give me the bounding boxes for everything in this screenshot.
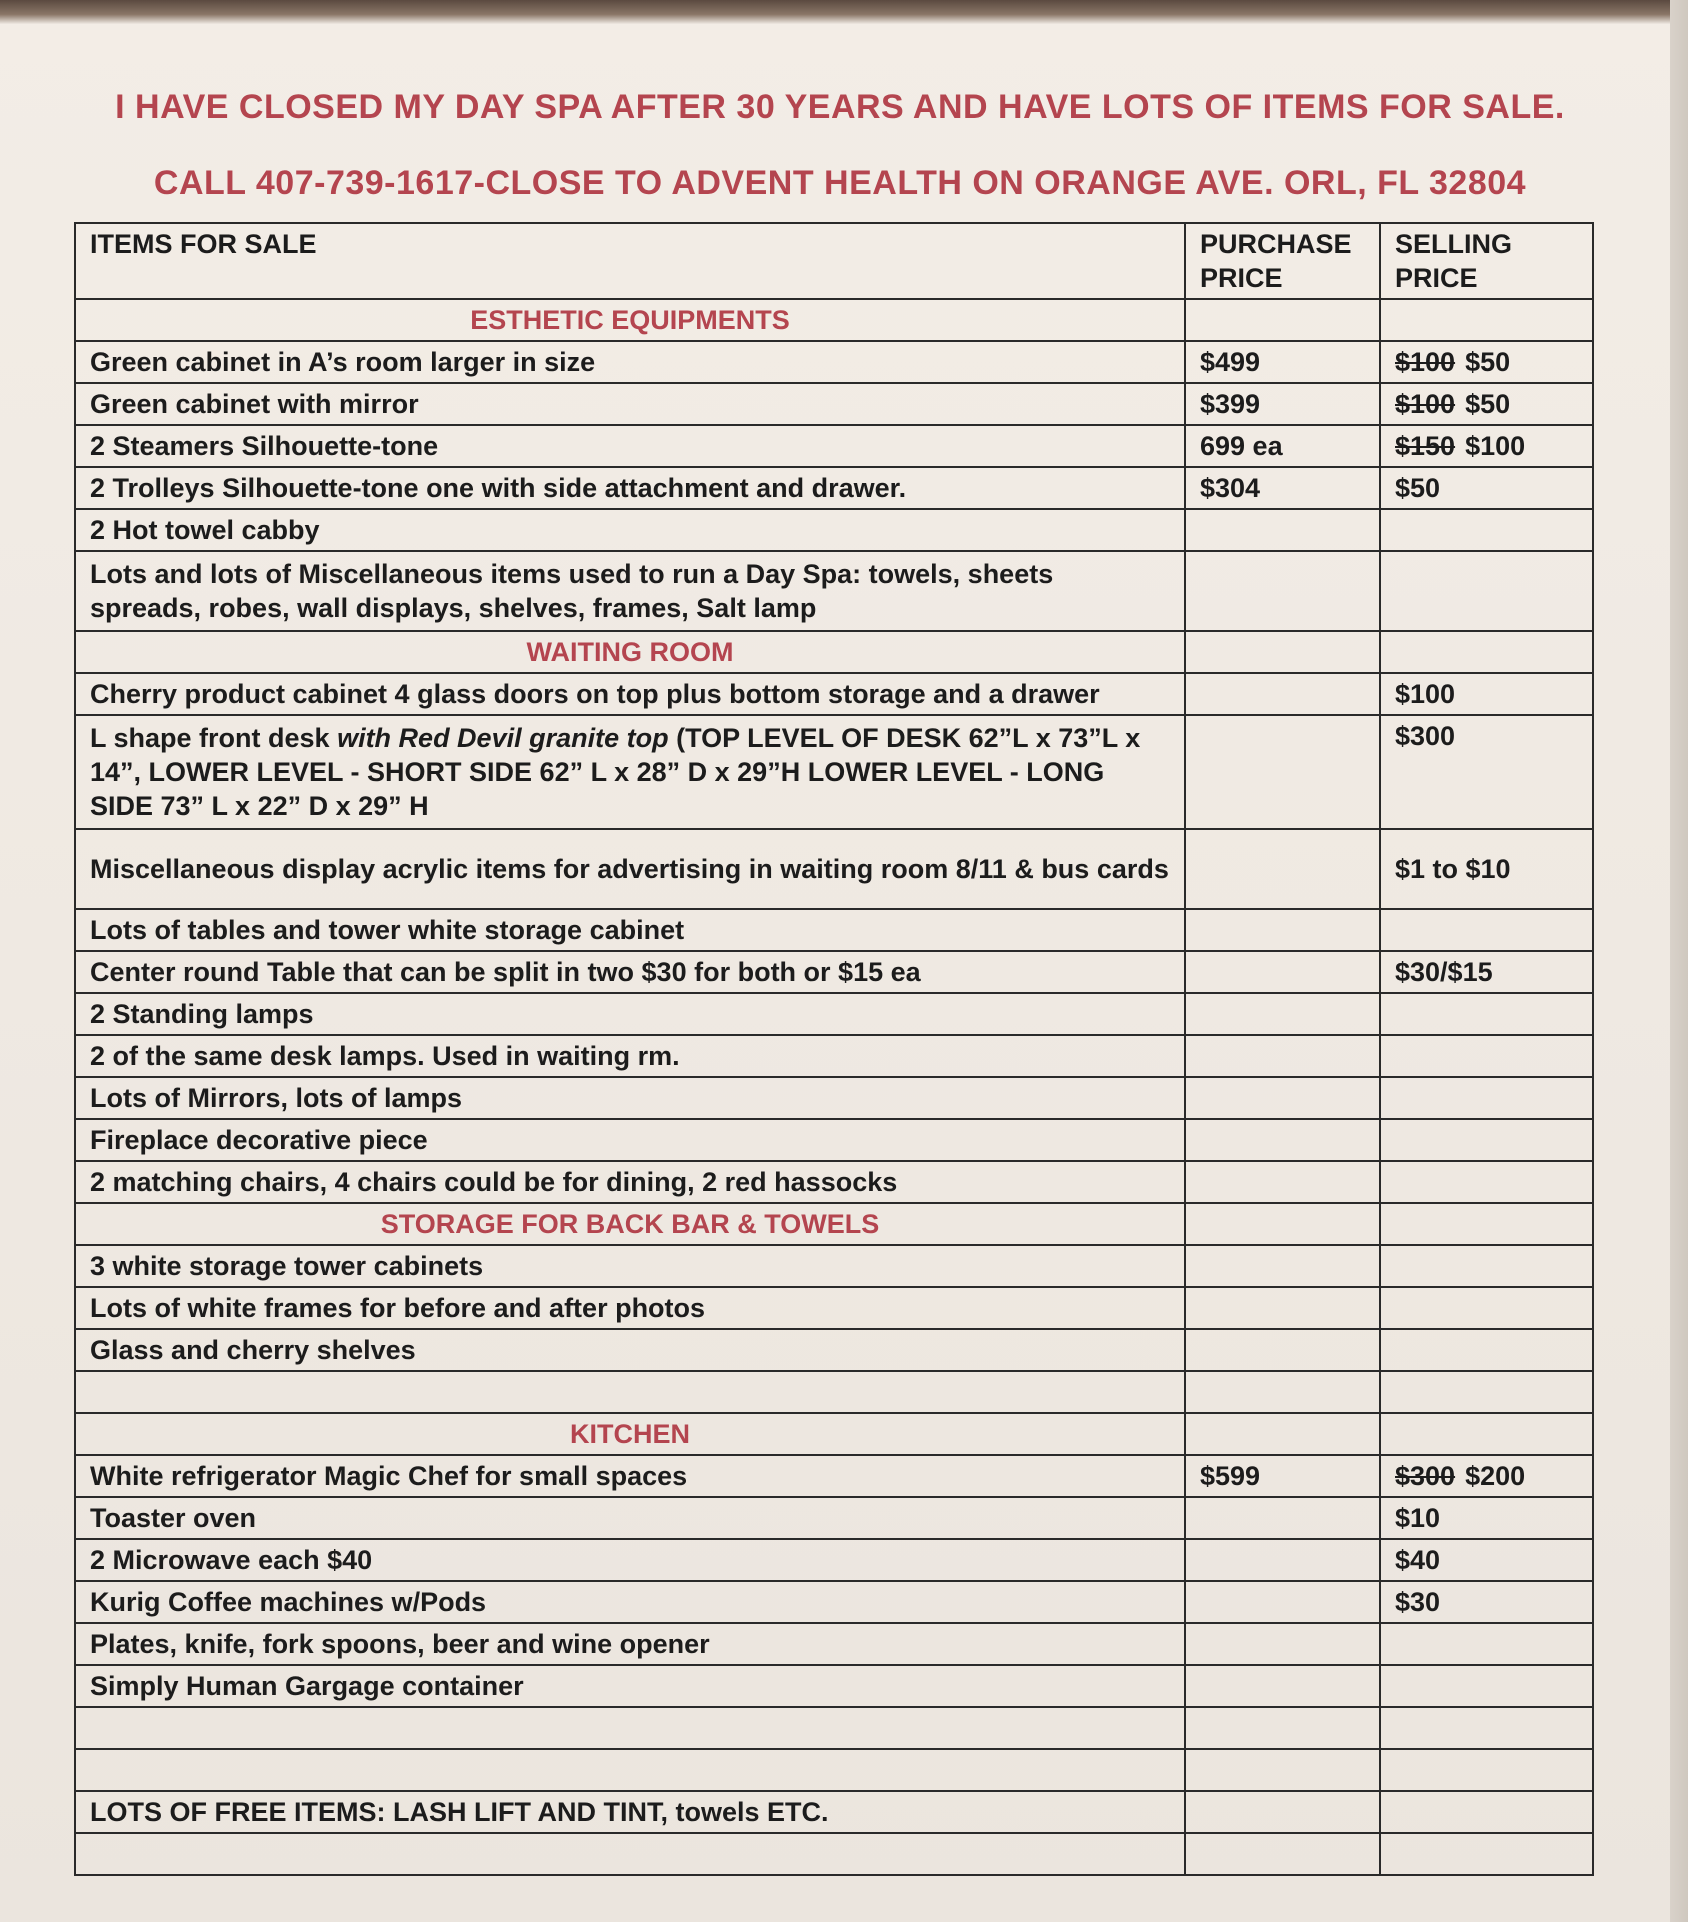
table-row: [75, 1245, 1593, 1287]
item-cell: 2 of the same desk lamps. Used in waiting rm.: [75, 1035, 1185, 1077]
old-price: $100: [1395, 347, 1456, 377]
purchase-price-header: PURCHASE PRICE: [1185, 223, 1380, 299]
old-price: $100: [1395, 389, 1456, 419]
price-cell: $100: [1380, 673, 1593, 715]
price-cell: [1380, 1455, 1593, 1497]
item-cell: 2 Steamers Silhouette-tone: [75, 425, 1185, 467]
item-cell: Cherry product cabinet 4 glass doors on top plus bottom storage and a drawer: [75, 673, 1185, 715]
item-cell: 2 Trolleys Silhouette-tone one with side attachment and drawer.: [75, 467, 1185, 509]
items-for-sale-table: [74, 222, 1594, 1876]
table-row: [75, 1455, 1593, 1497]
old-price: $300: [1395, 1461, 1456, 1491]
item-cell: Miscellaneous display acrylic items for advertising in waiting room 8/11 & bus cards: [75, 829, 1185, 909]
table-title-cell: [75, 223, 1185, 299]
item-cell: 2 Hot towel cabby: [75, 509, 1185, 551]
price-cell: $30: [1380, 1581, 1593, 1623]
item-cell: White refrigerator Magic Chef for small spaces: [75, 1455, 1185, 1497]
table-row: [75, 1707, 1593, 1749]
item-cell: Plates, knife, fork spoons, beer and wine opener: [75, 1623, 1185, 1665]
purchase-cell: $599: [1185, 1455, 1380, 1497]
price-cell: [1380, 383, 1593, 425]
table-row: [75, 909, 1593, 951]
price-cell: [1380, 551, 1593, 631]
new-price: $50: [1465, 389, 1511, 419]
table-row: [75, 1161, 1593, 1203]
table-title: ITEMS FOR SALE: [90, 229, 317, 259]
announcement-headline: I HAVE CLOSED MY DAY SPA AFTER 30 YEARS AND HAVE LOTS OF ITEMS FOR SALE.: [115, 88, 1565, 126]
purchase-cell: $304: [1185, 467, 1380, 509]
table-row: [75, 715, 1593, 829]
item-cell: Kurig Coffee machines w/Pods: [75, 1581, 1185, 1623]
desk-description: L shape front desk: [90, 723, 338, 753]
price-cell: $300: [1380, 715, 1593, 829]
free-items-cell: LOTS OF FREE ITEMS: LASH LIFT AND TINT, towels ETC.: [75, 1791, 1185, 1833]
purchase-cell: [1185, 715, 1380, 829]
item-cell: 3 white storage tower cabinets: [75, 1245, 1185, 1287]
table-row: [75, 467, 1593, 509]
purchase-cell: [1185, 509, 1380, 551]
table-row: [75, 551, 1593, 631]
price-cell: [1380, 425, 1593, 467]
item-cell: 2 Standing lamps: [75, 993, 1185, 1035]
desk-granite-note: with Red Devil granite top: [337, 723, 669, 753]
item-cell: Toaster oven: [75, 1497, 1185, 1539]
table-row: [75, 383, 1593, 425]
table-row: [75, 673, 1593, 715]
item-cell: Fireplace decorative piece: [75, 1119, 1185, 1161]
purchase-cell: [1185, 551, 1380, 631]
purchase-cell: [1185, 673, 1380, 715]
table-row: [75, 1665, 1593, 1707]
price-cell: [1380, 509, 1593, 551]
price-cell: $50: [1380, 467, 1593, 509]
section-kitchen-title: KITCHEN: [75, 1413, 1185, 1455]
background-edge: [0, 0, 1688, 24]
price-cell: $40: [1380, 1539, 1593, 1581]
table-row: [75, 425, 1593, 467]
table-row: [75, 1833, 1593, 1875]
desk-dimensions: (TOP LEVEL OF DESK 62”L x 73”L x 14”, LOWER LEVEL - SHORT SIDE 62” L x 28” D x 29”H LOWER LEVEL - LONG SIDE 73” L x 22” D x 29” H: [90, 723, 1141, 821]
section-row: [75, 1203, 1593, 1245]
item-cell: Green cabinet with mirror: [75, 383, 1185, 425]
new-price: $50: [1465, 347, 1511, 377]
paper-edge: [1670, 0, 1688, 1922]
table-row: [75, 1371, 1593, 1413]
table-row: [75, 1035, 1593, 1077]
table-row: [75, 509, 1593, 551]
purchase-cell: [1185, 951, 1380, 993]
purchase-cell: $399: [1185, 383, 1380, 425]
new-price: $100: [1465, 431, 1526, 461]
item-cell: [75, 715, 1185, 829]
table-row: [75, 1119, 1593, 1161]
table-row: [75, 1497, 1593, 1539]
purchase-cell: 699 ea: [1185, 425, 1380, 467]
table-row: [75, 1539, 1593, 1581]
item-cell: Simply Human Gargage container: [75, 1665, 1185, 1707]
item-cell: Center round Table that can be split in two $30 for both or $15 ea: [75, 951, 1185, 993]
selling-price-header: SELLING PRICE: [1380, 223, 1593, 299]
table-row: [75, 1791, 1593, 1833]
table-row: [75, 1287, 1593, 1329]
item-cell: Glass and cherry shelves: [75, 1329, 1185, 1371]
table-row: [75, 1623, 1593, 1665]
price-cell: $30/$15: [1380, 951, 1593, 993]
price-cell: $1 to $10: [1380, 829, 1593, 909]
item-cell: Lots and lots of Miscellaneous items used to run a Day Spa: towels, sheets spreads, robes, wall displays, shelves, frames, Salt lamp: [75, 551, 1185, 631]
item-cell: Lots of Mirrors, lots of lamps: [75, 1077, 1185, 1119]
price-cell: [1380, 341, 1593, 383]
item-cell: 2 matching chairs, 4 chairs could be for dining, 2 red hassocks: [75, 1161, 1185, 1203]
price-cell: $10: [1380, 1497, 1593, 1539]
item-cell: 2 Microwave each $40: [75, 1539, 1185, 1581]
item-cell: Lots of tables and tower white storage cabinet: [75, 909, 1185, 951]
table-row: [75, 993, 1593, 1035]
section-row: [75, 1413, 1593, 1455]
new-price: $200: [1465, 1461, 1526, 1491]
section-row: [75, 299, 1593, 341]
purchase-cell: $499: [1185, 341, 1380, 383]
contact-line: CALL 407-739-1617-CLOSE TO ADVENT HEALTH ON ORANGE AVE. ORL, FL 32804: [153, 164, 1527, 202]
table-row: [75, 341, 1593, 383]
table-row: [75, 951, 1593, 993]
table-row: [75, 1749, 1593, 1791]
table-row: [75, 1077, 1593, 1119]
old-price: $150: [1395, 431, 1456, 461]
item-cell: Green cabinet in A’s room larger in size: [75, 341, 1185, 383]
section-esthetic-title: ESTHETIC EQUIPMENTS: [75, 299, 1185, 341]
table-row: [75, 1581, 1593, 1623]
table-row: [75, 829, 1593, 909]
section-storage-title: STORAGE FOR BACK BAR & TOWELS: [75, 1203, 1185, 1245]
section-waiting-title: WAITING ROOM: [75, 631, 1185, 673]
item-cell: Lots of white frames for before and after photos: [75, 1287, 1185, 1329]
section-row: [75, 631, 1593, 673]
table-row: [75, 1329, 1593, 1371]
purchase-cell: [1185, 829, 1380, 909]
